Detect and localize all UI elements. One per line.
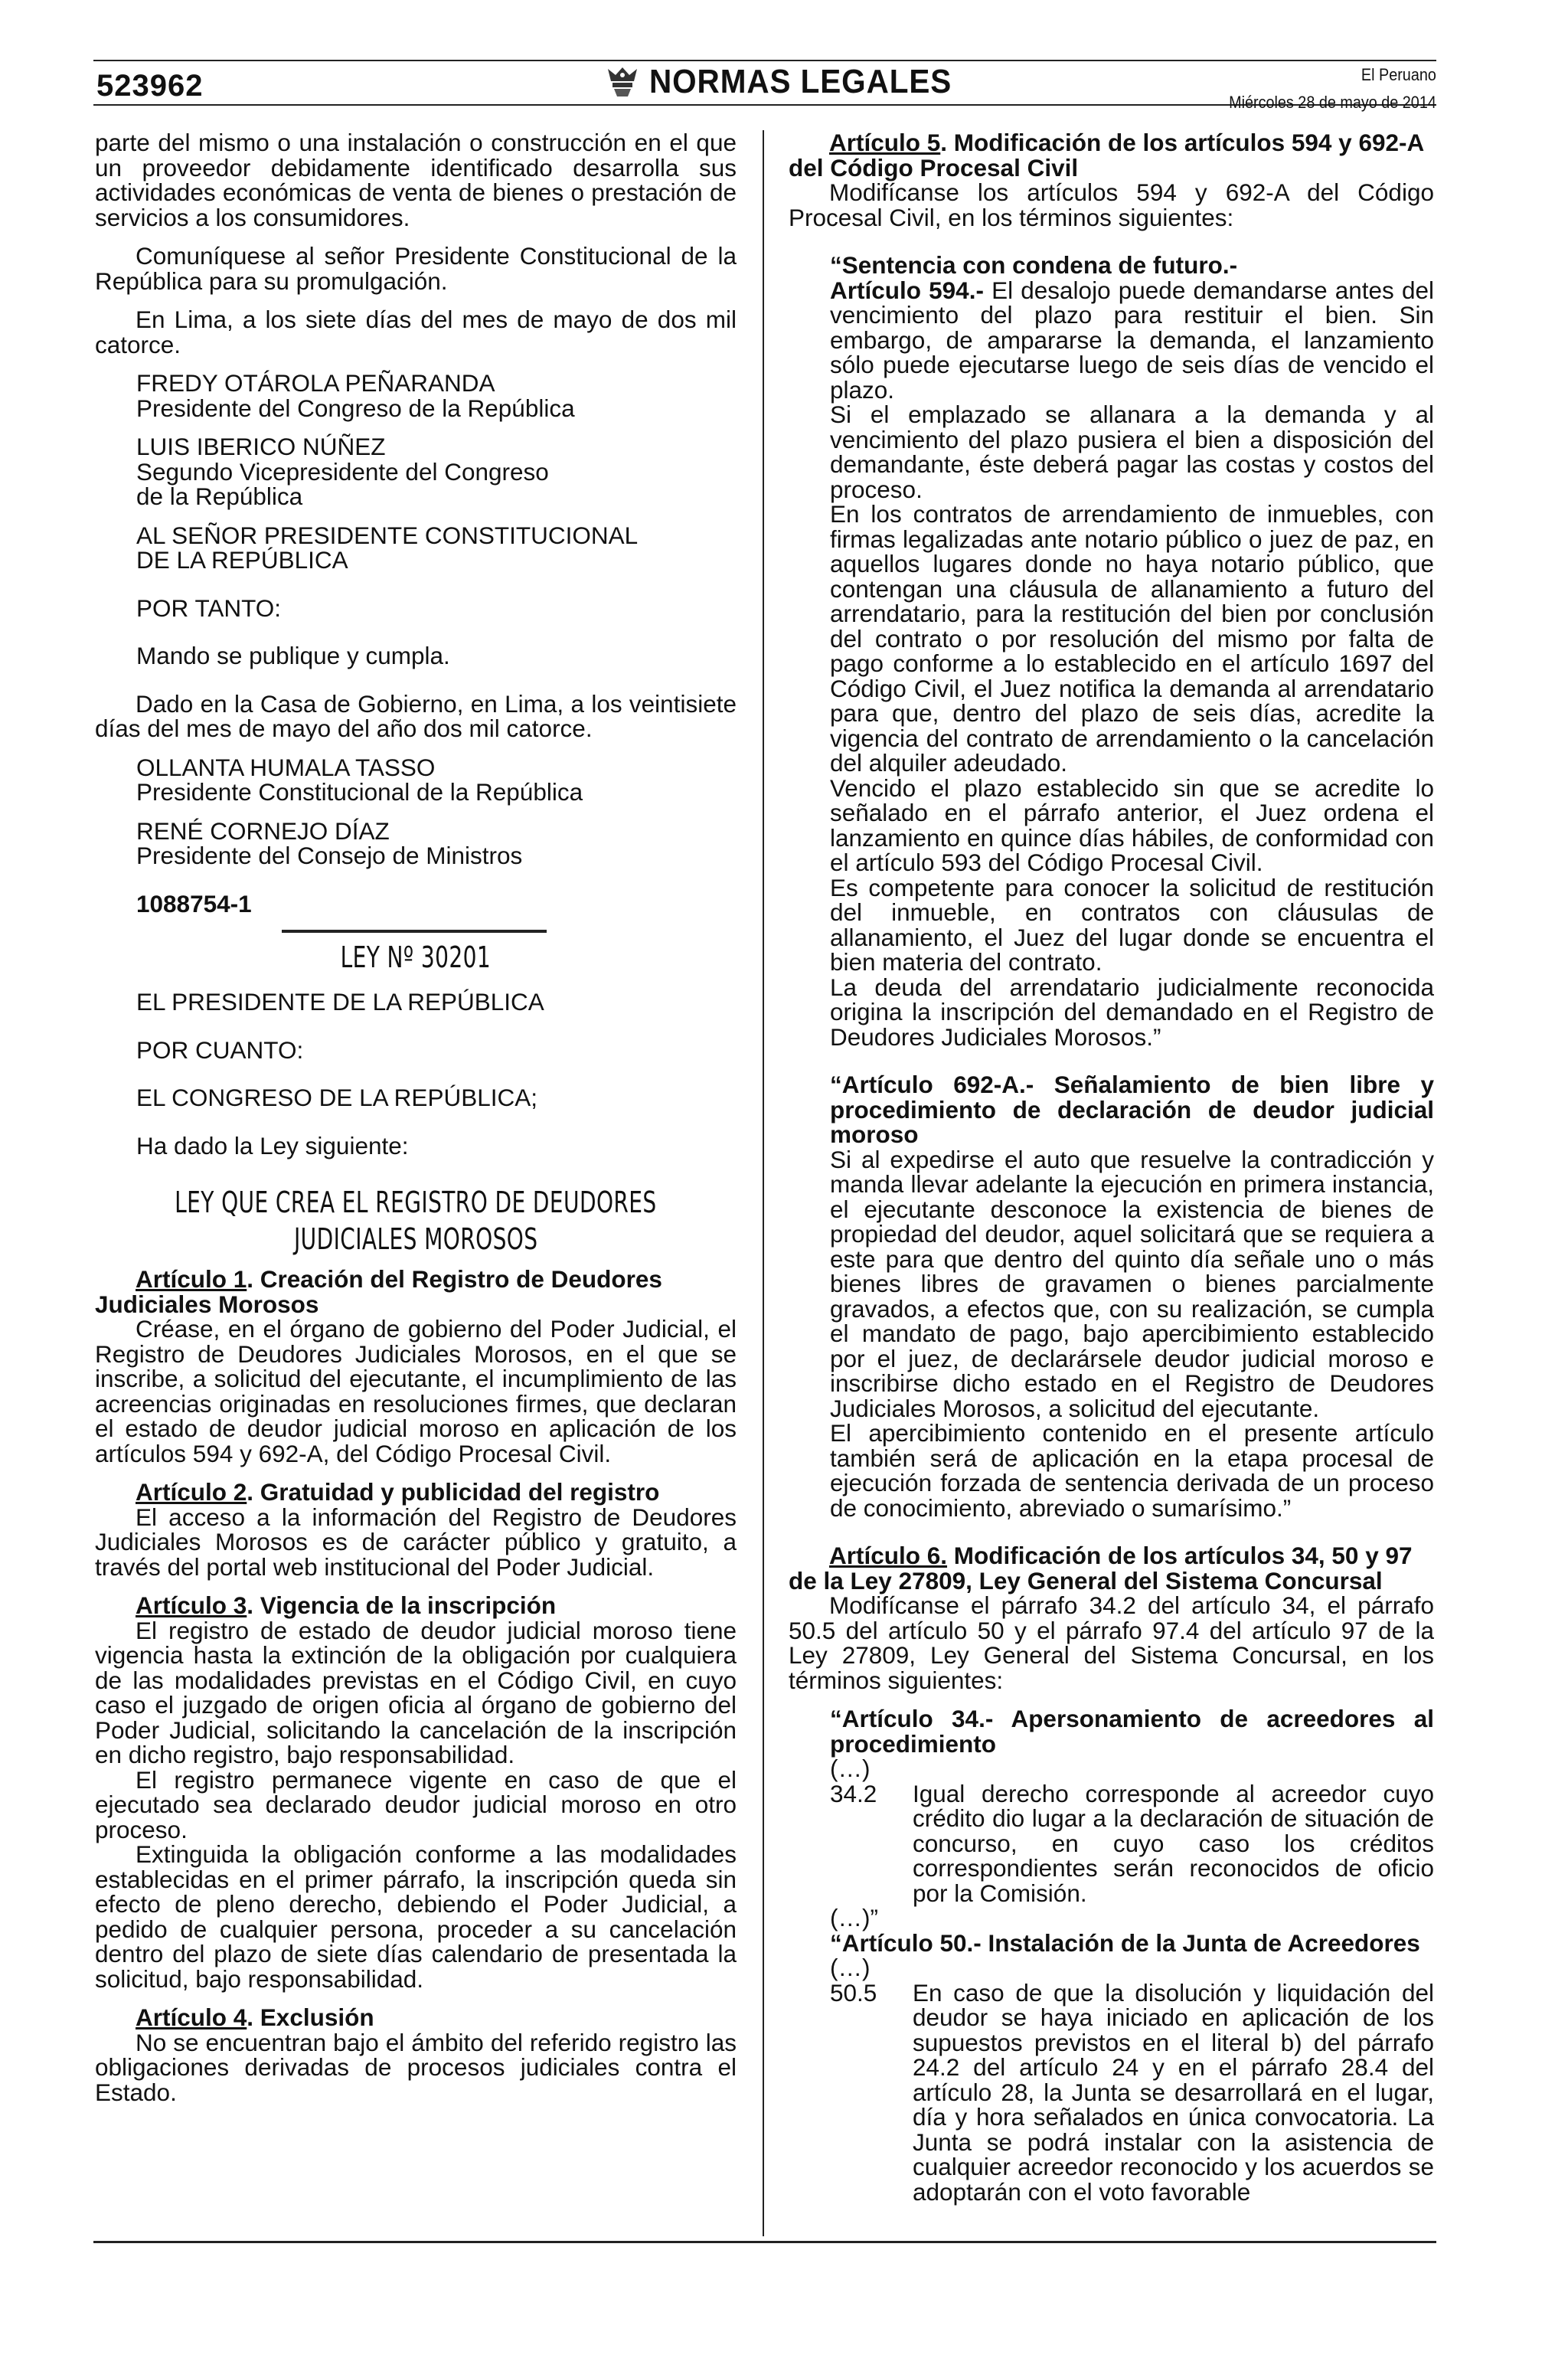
publication-name: El Peruano [1361,65,1436,84]
article-title: . Creación del Registro de Deudores Judiciales Morosos [95,1265,662,1318]
ellipsis: (…) [830,1954,871,1981]
law-title-line: JUDICIALES MOROSOS [293,1222,538,1256]
paragraph: Si el emplazado se allanara a la demanda y al vencimiento del plazo pusiera el bien a disposición del demandante, éste deberá pagar las costas y costos del proceso. [830,401,1434,503]
paragraph: El acceso a la información del Registro de Deudores Judiciales Morosos es de carácter público y gratuito, a través del portal web institucional del Poder Judicial. [95,1503,737,1581]
header-meta [1206,61,1436,116]
ellipsis: (…)” [830,1904,878,1931]
por-cuanto: POR CUANTO: [136,1035,304,1064]
paragraph: Modifícanse los artículos 594 y 692-A del Código Procesal Civil, en los términos siguientes: [789,178,1434,231]
signatory-role: de la República [136,482,303,510]
paragraph: Dado en la Casa de Gobierno, en Lima, a los veintisiete días del mes de mayo del año dos mil catorce. [95,689,737,742]
coat-of-arms-icon [605,64,640,100]
signatory-role: Presidente del Congreso de la República [136,394,575,422]
article-label: Artículo 1 [136,1265,247,1293]
signatory-role: Presidente Constitucional de la República [136,778,583,806]
article-label: Artículo 6. [829,1542,948,1569]
right-column [789,130,1434,2204]
ellipsis: (…) [830,1755,871,1782]
quote-heading: “Artículo 692-A.- Señalamiento de bien libre y procedimiento de declaración de deudor judicial moroso [830,1071,1434,1148]
signatory-name: OLLANTA HUMALA TASSO [136,753,436,781]
page-number: 523962 [96,69,204,103]
publication-date: Miércoles 28 de mayo de 2014 [1229,93,1436,112]
paragraph: El registro de estado de deudor judicial moroso tiene vigencia hasta la extinción de la obligación por cualquiera de las modalidades previstas en el Código Civil, en cuyo caso el juzgado de origen oficia al órgano de gobierno del Poder Judicial, solicitando la cancelación de la inscripción en dicho registro, bajo responsabilidad. [95,1616,737,1768]
article-label: Artículo 5 [829,129,941,156]
paragraph-number: 50.5 [830,1978,877,2007]
signatory-name: FREDY OTÁROLA PEÑARANDA [136,369,495,397]
masthead [605,63,978,101]
quote-lead: Artículo 594.- [830,276,984,304]
paragraph: Vencido el plazo establecido sin que se acredite lo señalado en el párrafo anterior, el Juez ordena el lanzamiento en quince días hábiles, de conformidad con el artículo 593 del Código Procesal Civil. [830,774,1434,876]
signatory-role: Segundo Vicepresidente del Congreso [136,457,549,486]
article-label: Artículo 4 [136,2003,247,2031]
paragraph: En los contratos de arrendamiento de inmuebles, con firmas legalizadas ante notario público o juez de paz, en aquellos lugares donde no haya notario público, que contengan una cláusula de allanamiento a futuro del arrendatario, para la restitución del bien por conclusión del contrato o por resolución del mismo por falta de pago conforme a lo establecido en el artículo 1697 del Código Civil, el Juez notifica la demanda al arrendatario para que, dentro del plazo de seis días, acredite la vigencia del contrato de arrendamiento o la cancelación del alquiler adeudado. [830,500,1434,777]
paragraph: El registro permanece vigente en caso de que el ejecutado sea declarado deudor judicial moroso en otro proceso. [95,1765,737,1843]
paragraph-text: Igual derecho corresponde al acreedor cuyo crédito dio lugar a la declaración de situación de concurso, en cuyo caso los créditos correspondientes serán reconocidos de oficio por la Comisión. [913,1779,1434,1907]
footer-rule [93,2241,1436,2243]
quoted-article-34 [830,1706,1434,2204]
article-heading [95,2005,737,2030]
signatory-role: Presidente del Consejo de Ministros [136,842,523,869]
por-tanto: POR TANTO: [136,594,282,622]
quote-text: El desalojo puede demandarse antes del vencimiento del plazo para restituir el bien. Sin embargo, de ampararse la demanda, el lanzamiento sólo puede ejecutarse luego de seis días de vencido el plazo. [830,276,1434,404]
paragraph: No se encuentran bajo el ámbito del referido registro las obligaciones derivadas de procesos judiciales contra el Estado. [95,2028,737,2106]
ha-dado-line: Ha dado la Ley siguiente: [136,1131,409,1159]
article-heading [789,1543,1434,1593]
congreso-line: EL CONGRESO DE LA REPÚBLICA; [136,1084,537,1111]
masthead-title: NORMAS LEGALES [649,63,952,100]
paragraph: parte del mismo o una instalación o construcción en el que un proveedor debidamente identificado desarrolla sus actividades económicas de venta de bienes o prestación de servicios a los consumidores. [95,129,737,231]
quote-heading: “Artículo 50.- Instalación de la Junta de Acreedores [830,1928,1420,1957]
law-title-line: LEY QUE CREA EL REGISTRO DE DEUDORES [175,1186,657,1219]
numbered-paragraph [830,1781,1434,1906]
law-number [95,939,737,976]
paragraph: Extinguida la obligación conforme a las modalidades establecidas en el primer párrafo, la inscripción queda sin efecto de pleno derecho, debiendo el Poder Judicial, a pedido de cualquier persona, proceder a su cancelación dentro del plazo de siete días calendario de presentada la solicitud, bajo responsabilidad. [95,1840,737,1993]
article-title: . Gratuidad y publicidad del registro [247,1478,660,1506]
signature-block [136,816,737,869]
article-heading [95,1267,737,1316]
quote-heading: “Artículo 34.- Apersonamiento de acreedores al procedimiento [830,1705,1434,1758]
presidente-line: EL PRESIDENTE DE LA REPÚBLICA [136,988,544,1016]
paragraph [830,278,1434,403]
paragraph: Es competente para conocer la solicitud de restitución del inmueble, en contratos con cláusulas de allanamiento, el Juez del lugar donde se encuentra el bien materia del contrato. [830,873,1434,976]
numbered-paragraph [830,1980,1434,2205]
addressee-block [136,523,737,573]
quoted-article-692a [830,1072,1434,1520]
paragraph: En Lima, a los siete días del mes de mayo de dos mil catorce. [95,306,737,358]
addressee-line: AL SEÑOR PRESIDENTE CONSTITUCIONAL [136,521,639,549]
article-label: Artículo 3 [136,1591,247,1619]
law-number-text: LEY Nº 30201 [340,940,492,974]
signatory-name: LUIS IBERICO NÚÑEZ [136,433,386,460]
paragraph: El apercibimiento contenido en el presente artículo también será de aplicación en la etapa procesal de ejecución forzada de sentencia derivada de un proceso de conocimiento, abreviado o sumarísimo.” [830,1419,1434,1522]
quoted-article-594 [830,253,1434,1049]
paragraph: Modifícanse el párrafo 34.2 del artículo 34, el párrafo 50.5 del artículo 50 y el párrafo 97.4 del artículo 97 de la Ley 27809, Ley General del Sistema Concursal, en los términos siguientes: [789,1591,1434,1694]
article-label: Artículo 2 [136,1478,247,1506]
article-title: Modificación de los artículos 34, 50 y 97 de la Ley 27809, Ley General del Sistema Concursal [789,1542,1413,1594]
article-heading [789,130,1434,180]
paragraph: Créase, en el órgano de gobierno del Poder Judicial, el Registro de Deudores Judiciales Morosos, en el que se inscribe, a solicitud del ejecutante, el incumplimiento de las acreencias originadas en resoluciones firmes, que declaran el estado de deudor judicial moroso en aplicación de los artículos 594 y 692-A, del Código Procesal Civil. [95,1315,737,1467]
paragraph-number: 34.2 [830,1779,877,1807]
paragraph-text: En caso de que la disolución y liquidación del deudor se haya iniciado en aplicación de los supuestos previstos en el literal b) del párrafo 24.2 del artículo 24 y en el párrafo 28.4 del artículo 28, la Junta se desarrollará en el lugar, día y hora señalados en única convocatoria. La Junta se podrá instalar con la asistencia de cualquier acreedor reconocido y los acuerdos se adoptarán con el voto favorable [913,1978,1434,2206]
article-title: . Exclusión [247,2003,374,2031]
article-title: . Modificación de los artículos 594 y 692-A del Código Procesal Civil [789,129,1424,182]
column-separator [763,130,764,2236]
signatory-name: RENÉ CORNEJO DÍAZ [136,816,390,845]
article-title: . Vigencia de la inscripción [247,1591,557,1619]
law-title [95,1184,737,1258]
document-code: 1088754-1 [136,889,252,917]
signature-block [136,434,737,509]
article-heading [95,1480,737,1505]
article-heading [95,1593,737,1618]
paragraph: La deuda del arrendatario judicialmente reconocida origina la inscripción del demandado en el Registro de Deudores Judiciales Morosos.” [830,973,1434,1051]
left-column [95,130,737,2105]
paragraph: Comuníquese al señor Presidente Constitucional de la República para su promulgación. [95,242,737,295]
signature-block [136,755,737,805]
signature-block [136,371,737,420]
mando-line: Mando se publique y cumpla. [136,642,450,669]
addressee-line: DE LA REPÚBLICA [136,546,348,574]
quote-heading: “Sentencia con condena de futuro.- [830,251,1238,279]
section-divider [282,930,547,933]
paragraph: Si al expedirse el auto que resuelve la contradicción y manda llevar adelante la ejecución en primera instancia, el ejecutante desconoce la existencia de bienes de propiedad del deudor, aquel solicitará que se requiera a este para que dentro del quinto día señale uno o más bienes libres de gravamen o bienes parcialmente gravados, a efectos que, con su realización, se cumpla el mandato de pago, bajo apercibimiento establecido por el juez, de declarársele deudor judicial moroso e inscribirse dicho estado en el Registro de Deudores Judiciales Morosos, a solicitud del ejecutante. [830,1145,1434,1422]
